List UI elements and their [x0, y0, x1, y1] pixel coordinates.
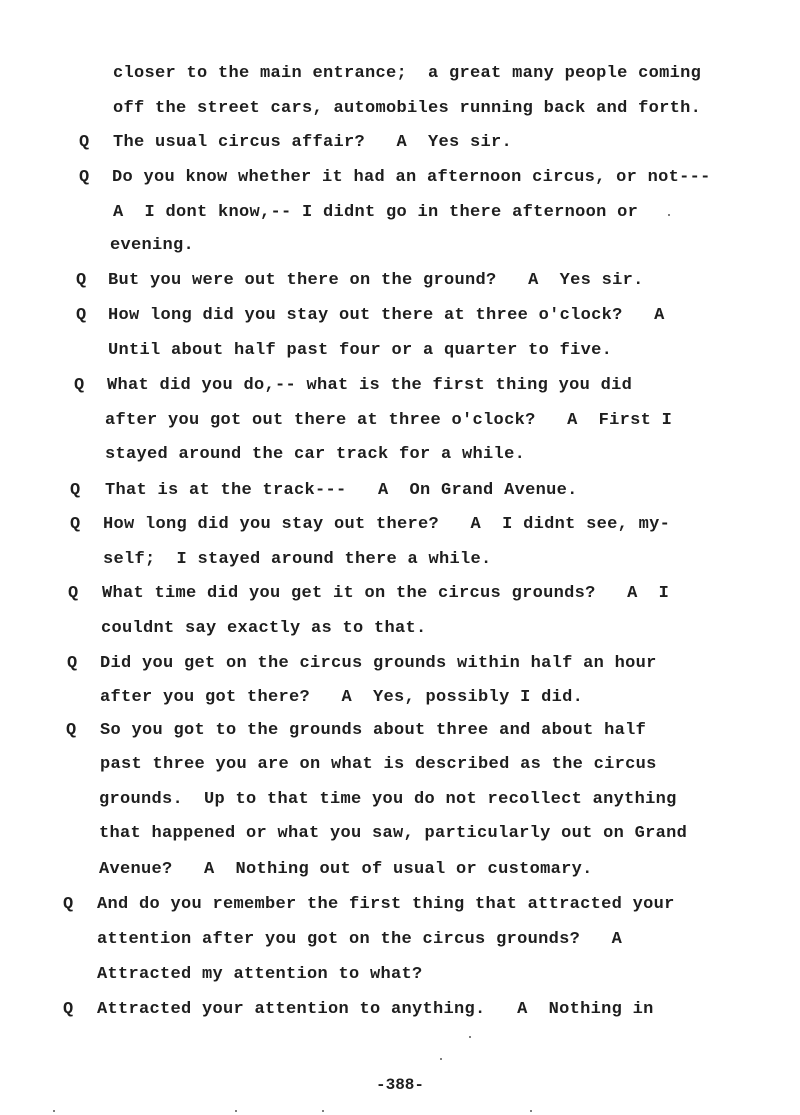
scan-speck: [235, 1110, 237, 1112]
question-marker: Q: [76, 271, 87, 290]
transcript-line: Did you get on the circus grounds within half an hour: [100, 654, 657, 673]
scan-speck: [440, 1058, 442, 1060]
scan-speck: [322, 1110, 324, 1112]
transcript-line: Attracted your attention to anything. A Nothing in: [97, 1000, 654, 1019]
transcript-line: Attracted my attention to what?: [97, 965, 423, 984]
transcript-line: Do you know whether it had an afternoon circus, or not---: [112, 168, 711, 187]
question-marker: Q: [79, 168, 90, 187]
question-marker: Q: [66, 721, 77, 740]
transcript-line: How long did you stay out there at three o'clock? A: [108, 306, 665, 325]
transcript-line: So you got to the grounds about three and about half: [100, 721, 647, 740]
scan-speck: [469, 1036, 471, 1038]
transcript-line: evening.: [110, 236, 195, 255]
question-marker: Q: [63, 895, 74, 914]
page-number: -388-: [375, 1076, 424, 1094]
transcript-line: What time did you get it on the circus grounds? A I: [102, 584, 670, 603]
transcript-line: That is at the track--- A On Grand Avenue.: [105, 481, 578, 500]
transcript-line: that happened or what you saw, particularly out on Grand: [99, 824, 688, 843]
question-marker: Q: [63, 1000, 74, 1019]
transcript-line: Avenue? A Nothing out of usual or customary.: [99, 860, 593, 879]
transcript-line: How long did you stay out there? A I didnt see, my-: [103, 515, 671, 534]
question-marker: Q: [79, 133, 90, 152]
question-marker: Q: [67, 654, 78, 673]
question-marker: Q: [70, 515, 81, 534]
transcript-line: past three you are on what is described as the circus: [100, 755, 657, 774]
transcript-line: But you were out there on the ground? A Yes sir.: [108, 271, 644, 290]
question-marker: Q: [76, 306, 87, 325]
transcript-line: Until about half past four or a quarter to five.: [108, 341, 613, 360]
transcript-line: grounds. Up to that time you do not recollect anything: [99, 790, 677, 809]
transcript-line: stayed around the car track for a while.: [105, 445, 526, 464]
transcript-line: after you got there? A Yes, possibly I did.: [100, 688, 584, 707]
transcript-line: attention after you got on the circus grounds? A: [97, 930, 623, 949]
transcript-line: off the street cars, automobiles running back and forth.: [113, 99, 702, 118]
question-marker: Q: [74, 376, 85, 395]
transcript-line: A I dont know,-- I didnt go in there afternoon or: [113, 203, 639, 222]
question-marker: Q: [68, 584, 79, 603]
transcript-line: after you got out there at three o'clock? A First I: [105, 411, 673, 430]
transcript-line: The usual circus affair? A Yes sir.: [113, 133, 513, 152]
scan-speck: [530, 1110, 532, 1112]
transcript-line: What did you do,-- what is the first thing you did: [107, 376, 633, 395]
transcript-line: And do you remember the first thing that attracted your: [97, 895, 675, 914]
scan-speck: [53, 1110, 55, 1112]
question-marker: Q: [70, 481, 81, 500]
scan-speck: [668, 214, 670, 216]
transcript-line: self; I stayed around there a while.: [103, 550, 492, 569]
transcript-line: couldnt say exactly as to that.: [101, 619, 427, 638]
transcript-line: closer to the main entrance; a great many people coming: [113, 64, 702, 83]
